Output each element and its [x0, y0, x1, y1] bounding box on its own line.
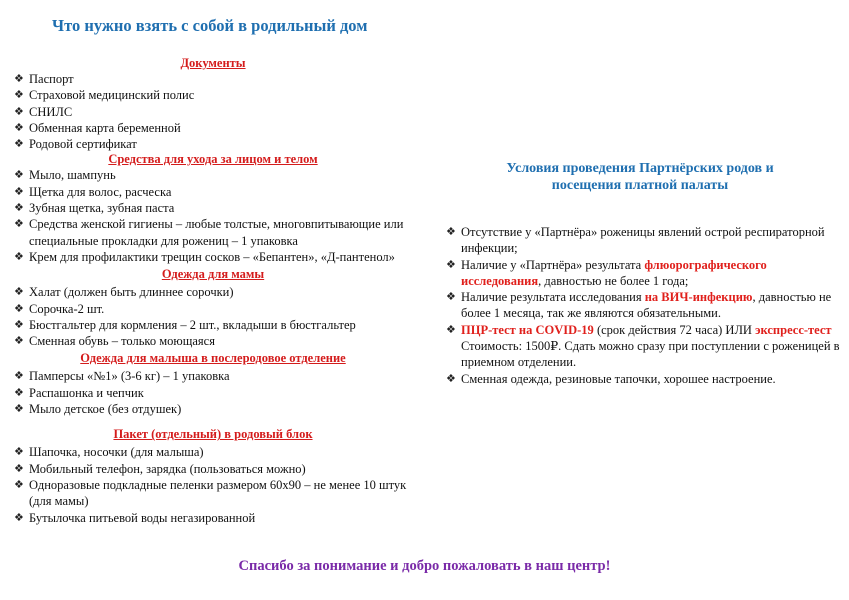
- list-item: ❖ Отсутствие у «Партнёра» роженицы явлений острой респираторной инфекции;: [446, 225, 825, 256]
- list-item: ❖ Бутылочка питьевой воды негазированной: [14, 510, 256, 525]
- list-item: ❖ Паспорт: [14, 72, 74, 86]
- diamond-bullet-icon: ❖: [14, 250, 24, 263]
- diamond-bullet-icon: ❖: [446, 226, 456, 238]
- partner-conditions-column: [446, 224, 841, 387]
- diamond-bullet-icon: ❖: [14, 73, 24, 85]
- diamond-bullet-icon: ❖: [14, 446, 24, 459]
- diamond-bullet-icon: ❖: [14, 202, 24, 215]
- list-item: ❖ Мыло детское (без отдушек): [14, 402, 182, 417]
- list-item: ❖ Шапочка, носочки (для малыша): [14, 445, 204, 460]
- list-item: ❖ Распашонка и чепчик: [14, 385, 144, 400]
- list-item: ❖ СНИЛС: [14, 104, 73, 119]
- delivery-bag-list: [14, 444, 412, 525]
- diamond-bullet-icon: ❖: [446, 258, 456, 271]
- diamond-bullet-icon: ❖: [446, 323, 456, 336]
- list-item: ❖ Наличие у «Партнёра» результата флюорографического исследования, давностью не более 1 года;: [446, 257, 767, 288]
- page-title: Что нужно взять с собой в родильный дом: [52, 16, 368, 35]
- list-item: ❖ Щетка для волос, расческа: [14, 184, 172, 199]
- diamond-bullet-icon: ❖: [14, 318, 24, 331]
- list-item: ❖ Мобильный телефон, зарядка (пользоваться можно): [14, 461, 306, 476]
- list-item: ❖ Сменная одежда, резиновые тапочки, хорошее настроение.: [446, 371, 776, 386]
- mom-clothes-list: [14, 284, 412, 349]
- documents-list: [14, 71, 412, 152]
- partner-conditions-title: Условия проведения Партнёрских родов и посещения платной палаты: [506, 161, 774, 193]
- hygiene-list: [14, 167, 412, 265]
- list-item: ❖ Крем для профилактики трещин сосков – «Бепантен», «Д-пантенол»: [14, 249, 395, 264]
- list-item: ❖ Наличие результата исследования на ВИЧ-инфекцию, давностью не более 1 месяца, так же являются обязательными.: [446, 290, 832, 321]
- diamond-bullet-icon: ❖: [14, 370, 24, 383]
- section-heading-mom-clothes: Одежда для мамы: [161, 267, 265, 282]
- section-heading-documents: Документы: [180, 56, 246, 70]
- diamond-bullet-icon: ❖: [14, 302, 24, 315]
- diamond-bullet-icon: ❖: [14, 185, 24, 198]
- diamond-bullet-icon: ❖: [14, 169, 24, 182]
- list-item: ❖ Обменная карта беременной: [14, 120, 181, 135]
- list-item: ❖ Халат (должен быть длиннее сорочки): [14, 285, 234, 300]
- baby-clothes-list: [14, 368, 412, 417]
- list-item: ❖ Сорочка-2 шт.: [14, 301, 105, 316]
- diamond-bullet-icon: ❖: [14, 386, 24, 399]
- diamond-bullet-icon: ❖: [14, 121, 24, 134]
- diamond-bullet-icon: ❖: [14, 403, 24, 416]
- diamond-bullet-icon: ❖: [14, 286, 24, 299]
- diamond-bullet-icon: ❖: [14, 462, 24, 475]
- diamond-bullet-icon: ❖: [14, 478, 24, 491]
- list-item: ❖ Бюстгальтер для кормления – 2 шт., вкладыши в бюстгальтер: [14, 317, 356, 332]
- list-item: ❖ Страховой медицинский полис: [14, 88, 195, 103]
- partner-conditions-list: [446, 224, 841, 387]
- diamond-bullet-icon: ❖: [14, 138, 24, 151]
- list-item: ❖ Родовой сертификат: [14, 137, 137, 152]
- diamond-bullet-icon: ❖: [14, 105, 24, 118]
- diamond-bullet-icon: ❖: [14, 218, 24, 231]
- diamond-bullet-icon: ❖: [446, 291, 456, 304]
- diamond-bullet-icon: ❖: [14, 335, 24, 348]
- list-item: ❖ Зубная щетка, зубная паста: [14, 201, 175, 216]
- diamond-bullet-icon: ❖: [446, 372, 456, 385]
- list-item: ❖ Одноразовые подкладные пеленки размером 60х90 – не менее 10 штук (для мамы): [14, 477, 407, 509]
- diamond-bullet-icon: ❖: [14, 89, 24, 102]
- footer-thanks: Спасибо за понимание и добро пожаловать в наш центр!: [238, 558, 611, 574]
- list-item: ❖ ПЦР-тест на COVID-19 (срок действия 72 часа) ИЛИ экспресс-тест Стоимость: 1500₽. Сдать можно сразу при поступлении с роженицей в приемном отделении.: [446, 322, 840, 370]
- section-heading-baby-clothes: Одежда для малыша в послеродовое отделение: [80, 351, 346, 366]
- diamond-bullet-icon: ❖: [14, 511, 24, 524]
- list-item: ❖ Сменная обувь – только моющаяся: [14, 334, 215, 349]
- checklist-column: [14, 56, 412, 526]
- section-heading-hygiene: Средства для ухода за лицом и телом: [108, 152, 318, 167]
- section-heading-delivery-bag: Пакет (отдельный) в родовый блок: [113, 427, 313, 442]
- list-item: ❖ Памперсы «№1» (3-6 кг) – 1 упаковка: [14, 369, 230, 384]
- list-item: ❖ Средства женской гигиены – любые толстые, многовпитывающие или специальные прокладки для рожениц – 1 упаковка: [14, 217, 404, 248]
- list-item: ❖ Мыло, шампунь: [14, 168, 116, 183]
